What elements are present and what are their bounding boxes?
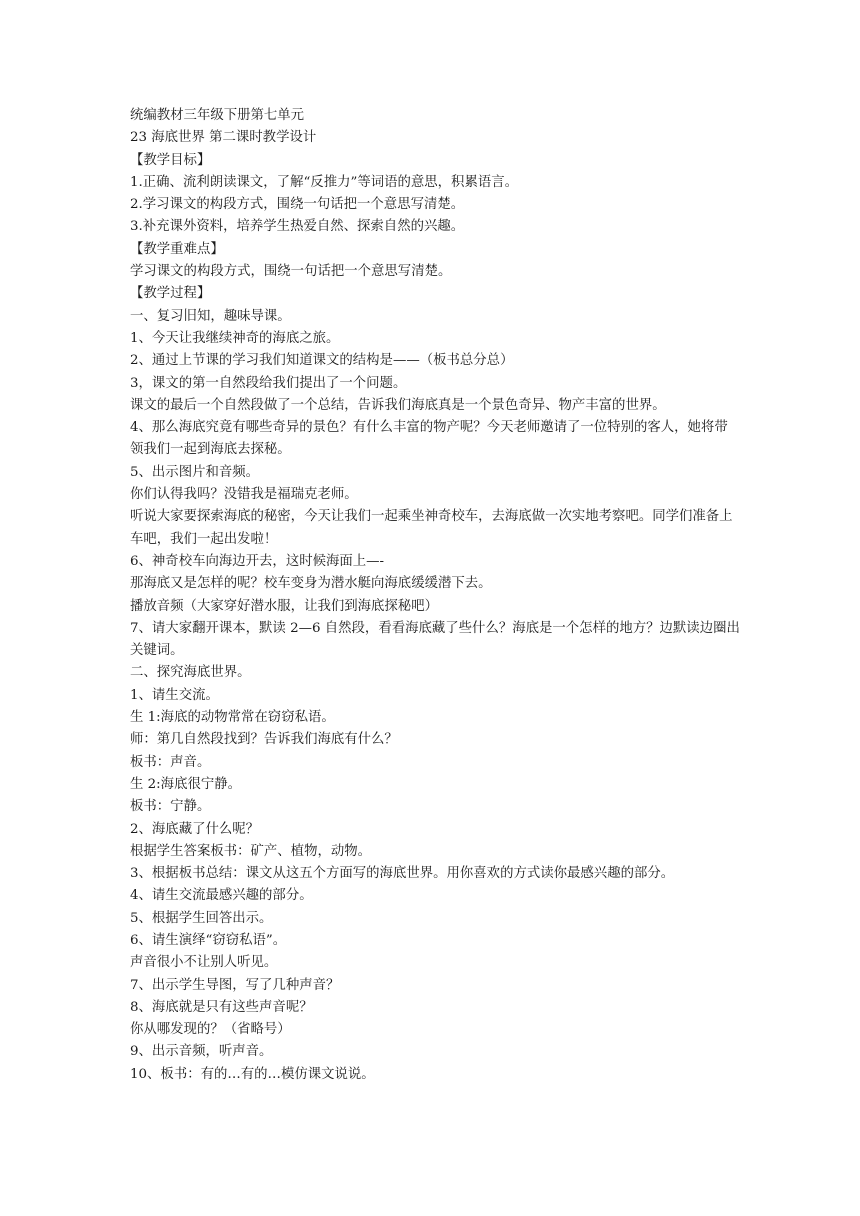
document-page (130, 105, 740, 1086)
paragraph: 听说大家要探索海底的秘密，今天让我们一起乘坐神奇校车，去海底做一次实地考察吧。同学们准备上车吧，我们一起出发啦！ (130, 509, 733, 547)
paragraph: 根据学生答案板书：矿产、植物，动物。 (130, 843, 372, 859)
paragraph: 4、那么海底究竟有哪些奇异的景色？有什么丰富的物产呢？今天老师邀请了一位特别的客人，她将带领我们一起到海底去探秘。 (130, 420, 728, 458)
section-heading-objectives: 【教学目标】 (130, 152, 211, 168)
paragraph: 那海底又是怎样的呢？校车变身为潜水艇向海底缓缓潜下去。 (130, 576, 492, 592)
paragraph: 7、请大家翻开课本，默读 2—6 自然段，看看海底藏了些什么？海底是一个怎样的地方？边默读边圈出关键词。 (130, 620, 740, 659)
paragraph: 播放音频（大家穿好潜水服，让我们到海底探秘吧） (130, 598, 438, 614)
paragraph: 课文的最后一个自然段做了一个总结，告诉我们海底真是一个景色奇异、物产丰富的世界。 (130, 397, 666, 413)
paragraph: 你们认得我吗？没错我是福瑞克老师。 (130, 487, 358, 503)
paragraph: 4、请生交流最感兴趣的部分。 (130, 888, 313, 904)
paragraph: 7、出示学生导图，写了几种声音？ (130, 977, 340, 993)
paragraph: 2、通过上节课的学习我们知道课文的结构是——（板书总分总） (130, 353, 514, 369)
paragraph: 1、请生交流。 (130, 687, 219, 703)
document-subtitle: 统编教材三年级下册第七单元 (130, 108, 305, 123)
document-title: 23 海底世界 第二课时教学设计 (130, 130, 317, 146)
objective-item: 2.学习课文的构段方式，围绕一句话把一个意思写清楚。 (130, 197, 465, 213)
process-part-heading: 一、复习旧知，趣味导课。 (130, 308, 291, 324)
paragraph: 8、海底就是只有这些声音呢？ (130, 999, 313, 1015)
objective-item: 1.正确、流利朗读课文，了解“反推力”等词语的意思，积累语言。 (130, 174, 519, 190)
paragraph: 板书：声音。 (130, 754, 211, 770)
paragraph: 3、根据板书总结：课文从这五个方面写的海底世界。用你喜欢的方式读你最感兴趣的部分。 (130, 866, 675, 882)
paragraph: 板书：宁静。 (130, 799, 211, 815)
paragraph: 6、神奇校车向海边开去，这时候海面上—- (130, 553, 385, 569)
section-heading-key-points: 【教学重难点】 (130, 241, 224, 257)
section-heading-process: 【教学过程】 (130, 286, 211, 302)
paragraph: 1、今天让我继续神奇的海底之旅。 (130, 330, 340, 346)
objective-item: 3.补充课外资料，培养学生热爱自然、探索自然的兴趣。 (130, 219, 465, 235)
paragraph: 生 1:海底的动物常常在窃窃私语。 (130, 710, 335, 726)
paragraph: 声音很小不让别人听见。 (130, 955, 278, 971)
paragraph: 10、板书：有的…有的…模仿课文说说。 (130, 1066, 375, 1082)
paragraph: 师：第几自然段找到？告诉我们海底有什么？ (130, 732, 398, 748)
paragraph: 你从哪发现的？（省略号） (130, 1022, 291, 1038)
paragraph: 5、根据学生回答出示。 (130, 910, 273, 926)
paragraph: 3，课文的第一自然段给我们提出了一个问题。 (130, 375, 407, 391)
paragraph: 5、出示图片和音频。 (130, 464, 260, 480)
paragraph: 6、请生演绎“窃窃私语”。 (130, 932, 287, 948)
paragraph: 9、出示音频，听声音。 (130, 1044, 273, 1060)
paragraph: 生 2:海底很宁静。 (130, 776, 242, 792)
paragraph: 2、海底藏了什么呢？ (130, 821, 260, 837)
process-part-heading: 二、探究海底世界。 (130, 665, 251, 681)
key-points-text: 学习课文的构段方式，围绕一句话把一个意思写清楚。 (130, 264, 452, 280)
